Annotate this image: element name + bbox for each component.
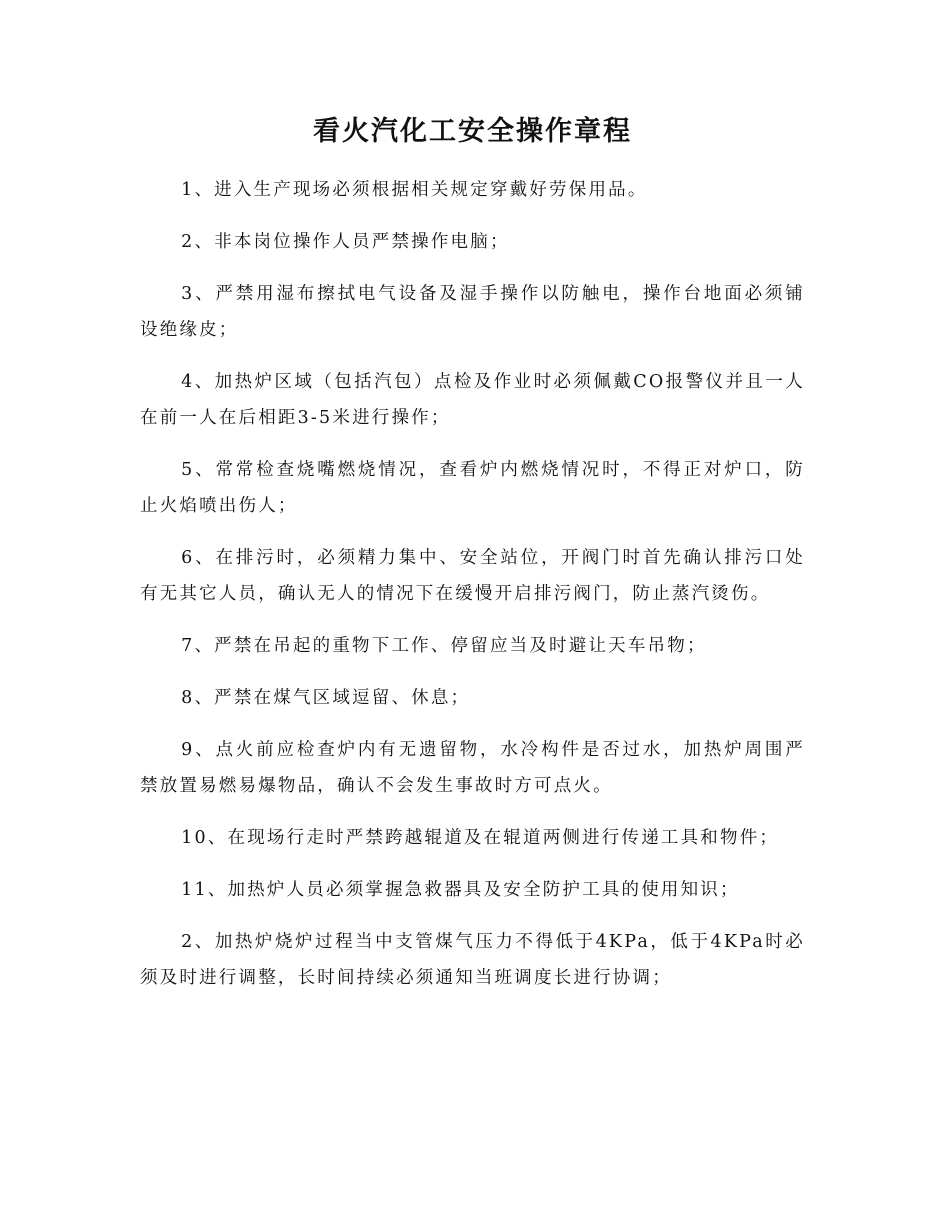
rule-item-1: 1、进入生产现场必须根据相关规定穿戴好劳保用品。	[181, 180, 648, 200]
rules-list	[140, 172, 805, 996]
rule-item-10: 10、在现场行走时严禁跨越辊道及在辊道两侧进行传递工具和物件；	[181, 828, 780, 848]
rule-item-6: 6、在排污时，必须精力集中、安全站位，开阀门时首先确认排污口处有无其它人员，确认无人的情况下在缓慢开启排污阀门，防止蒸汽烫伤。	[140, 548, 805, 604]
rule-item-3: 3、严禁用湿布擦拭电气设备及湿手操作以防触电，操作台地面必须铺设绝缘皮；	[140, 284, 805, 340]
rule-item-12: 2、加热炉烧炉过程当中支管煤气压力不得低于4KPa，低于4KPa时必须及时进行调整，长时间持续必须通知当班调度长进行协调；	[140, 932, 805, 988]
rule-item-8: 8、严禁在煤气区域逗留、休息；	[181, 688, 471, 708]
rule-item-11: 11、加热炉人员必须掌握急救器具及安全防护工具的使用知识；	[181, 880, 740, 900]
rule-item-9: 9、点火前应检查炉内有无遗留物，水冷构件是否过水，加热炉周围严禁放置易燃易爆物品，确认不会发生事故时方可点火。	[140, 740, 805, 796]
rule-item-2: 2、非本岗位操作人员严禁操作电脑；	[181, 232, 510, 252]
page-title: 看火汽化工安全操作章程	[313, 116, 632, 147]
rule-item-4: 4、加热炉区域（包括汽包）点检及作业时必须佩戴CO报警仪并且一人在前一人在后相距3-5米进行操作；	[140, 372, 805, 428]
rule-item-7: 7、严禁在吊起的重物下工作、停留应当及时避让天车吊物；	[181, 636, 707, 656]
rule-item-5: 5、常常检查烧嘴燃烧情况，查看炉内燃烧情况时，不得正对炉口，防止火焰喷出伤人；	[140, 460, 805, 516]
